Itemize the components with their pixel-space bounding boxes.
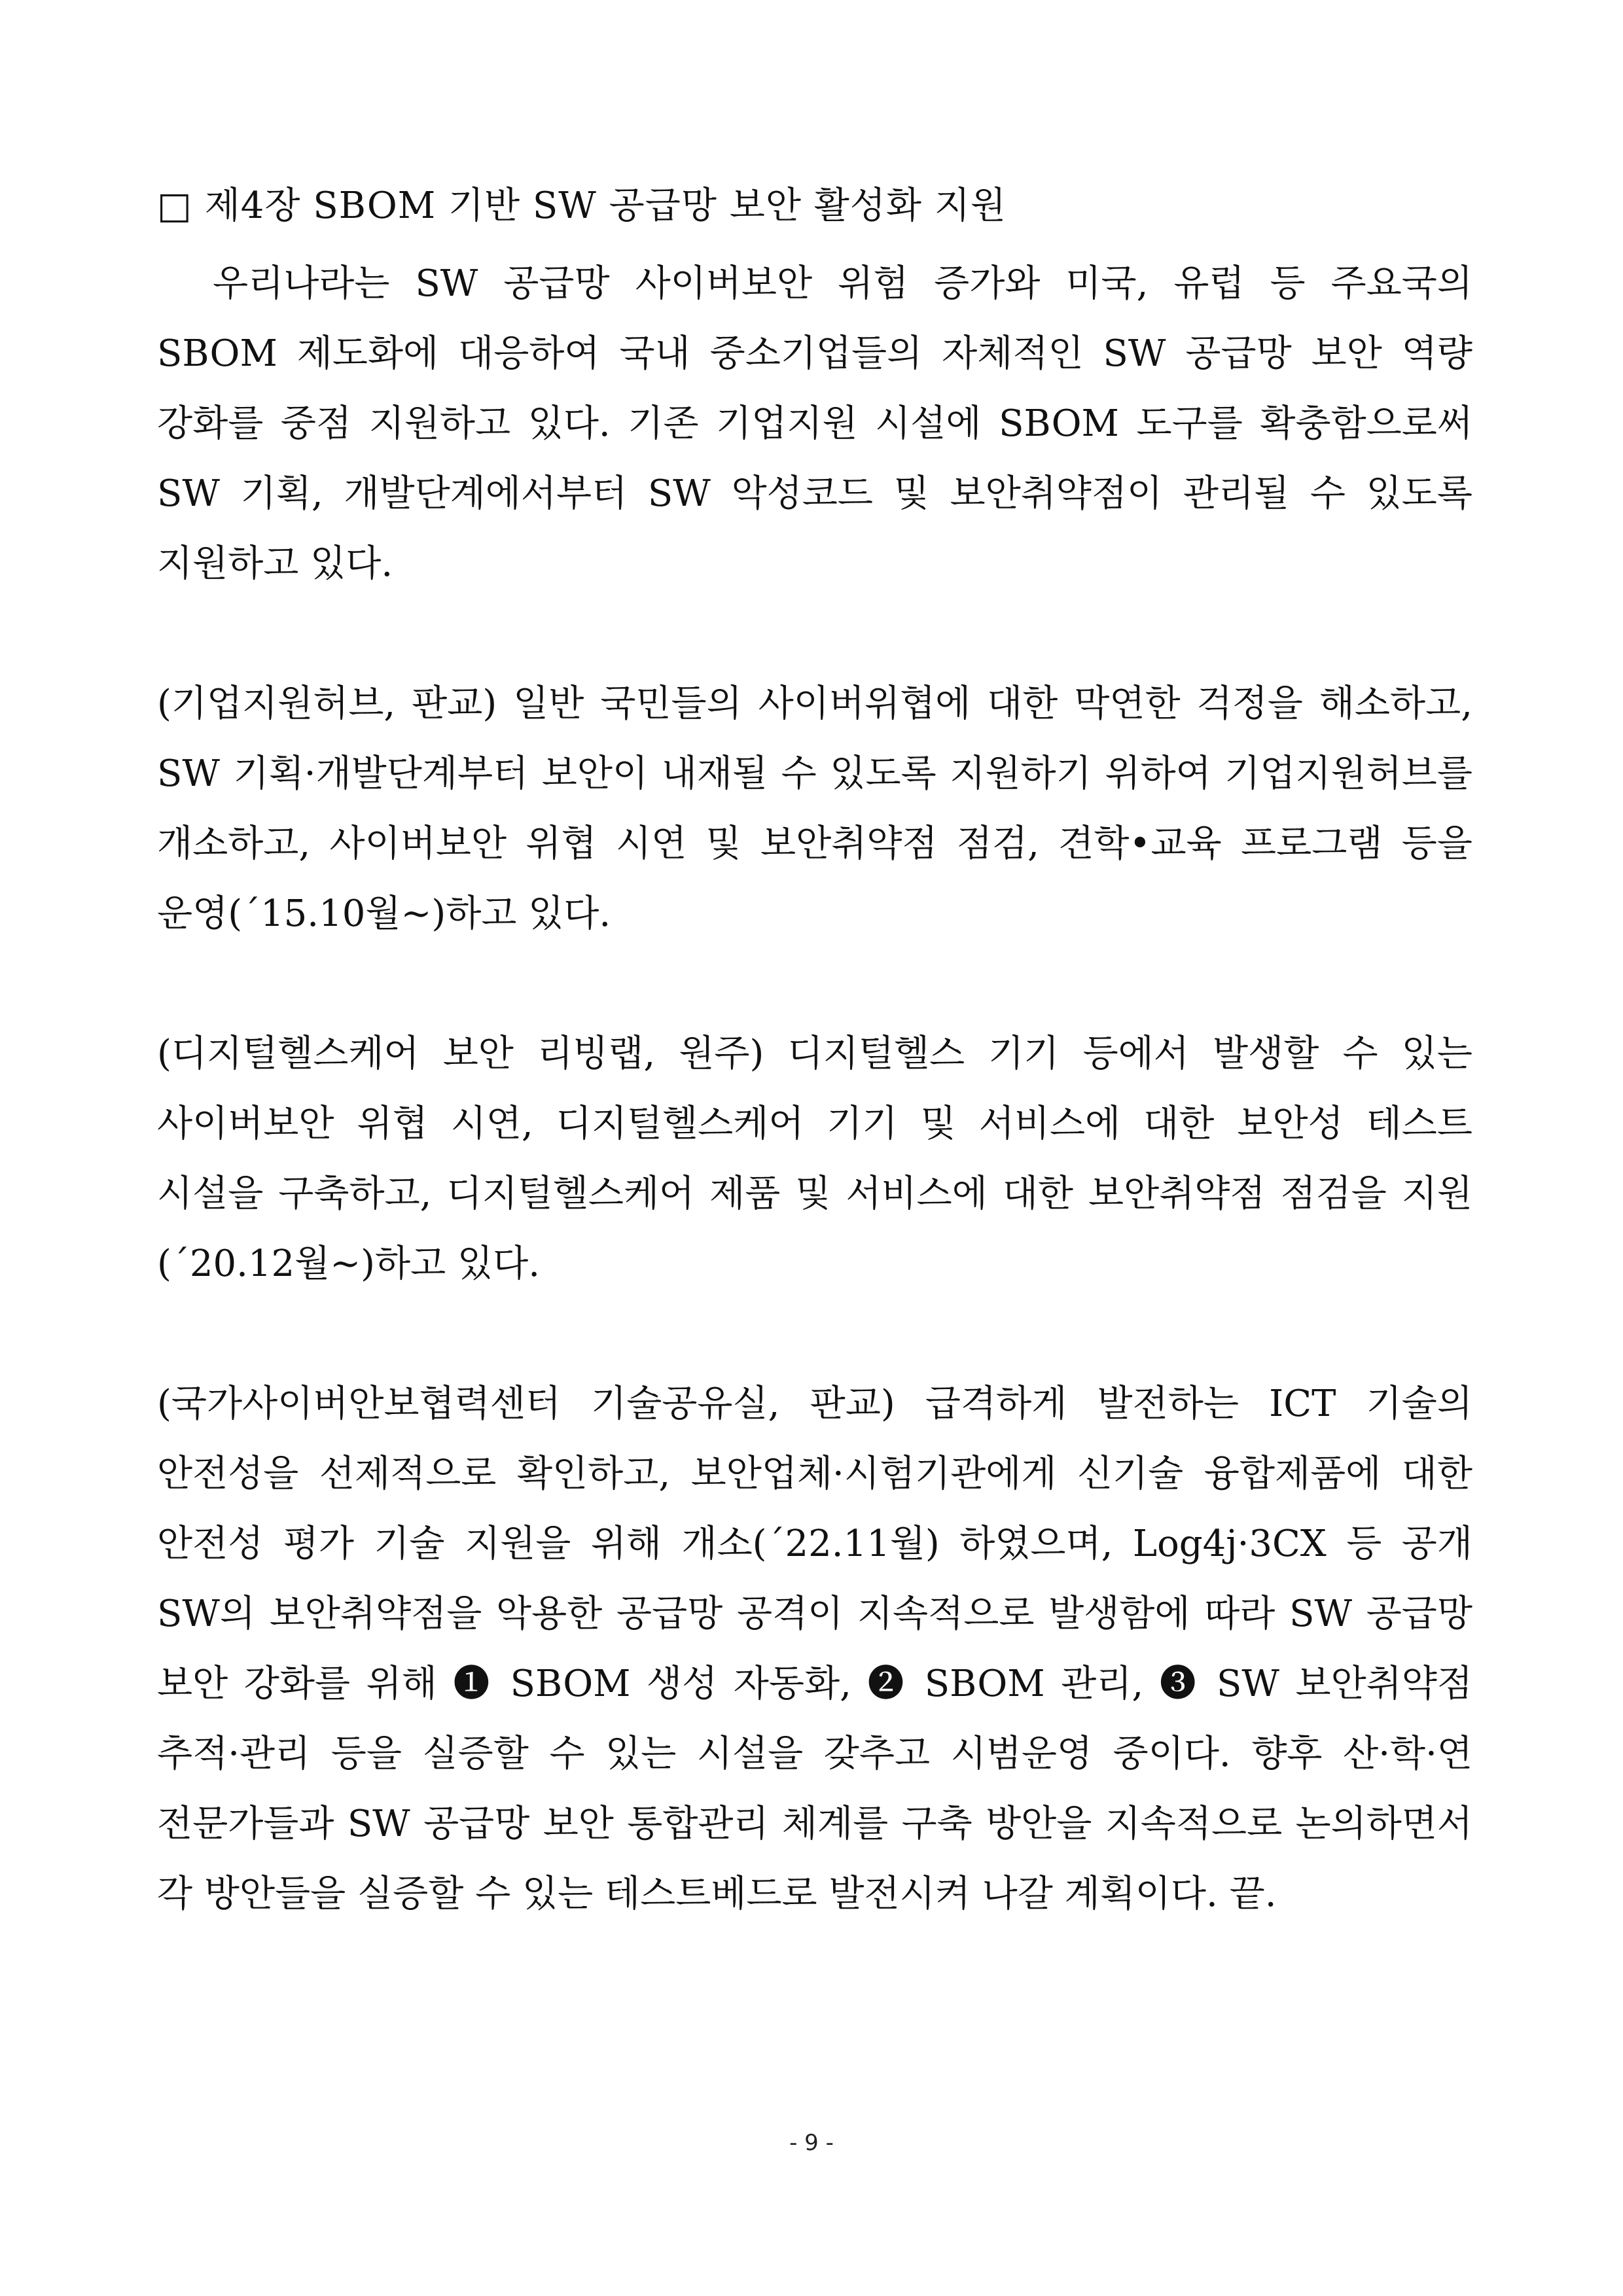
section-heading: □ 제4장 SBOM 기반 SW 공급망 보안 활성화 지원 [157, 185, 1007, 227]
page-number: - 9 - [789, 2130, 834, 2156]
paragraph-spacer [157, 599, 1472, 669]
paragraph-spacer [157, 1299, 1472, 1369]
intro-paragraph: 우리나라는 SW 공급망 사이버보안 위험 증가와 미국, 유럽 등 주요국의 SBOM 제도화에 대응하여 국내 중소기업들의 자체적인 SW 공급망 보안 역량 강화를 중점 지원하고 있다. 기존 기업지원 시설에 SBOM 도구를 확충함으로써 SW 기획, 개발단계에서부터 SW 악성코드 및 보안취약점이 관리될 수 있도록 지원하고 있다. [157, 262, 1472, 585]
paragraph-cyber-security-center: (국가사이버안보협력센터 기술공유실, 판교) 급격하게 발전하는 ICT 기술의 안전성을 선제적으로 확인하고, 보안업체·시험기관에게 신기술 융합제품에 대한 안전성 평가 기술 지원을 위해 개소(´22.11월) 하였으며, Log4j·3CX 등 공개 SW의 보안취약점을 악용한 공급망 공격이 지속적으로 발생함에 따라 SW 공급망 보안 강화를 위해 ❶ SBOM 생성 자동화, ❷ SBOM 관리, ❸ SW 보안취약점 추적·관리 등을 실증할 수 있는 시설을 갖추고 시범운영 중이다. 향후 산·학·연 전문가들과 SW 공급망 보안 통합관리 체계를 구축 방안을 지속적으로 논의하면서 각 방안들을 실증할 수 있는 테스트베드로 발전시켜 나갈 계획이다. 끝. [157, 1383, 1472, 1915]
document-body [157, 177, 1472, 1929]
paragraph-digital-healthcare-living-lab: (디지털헬스케어 보안 리빙랩, 원주) 디지털헬스 기기 등에서 발생할 수 있는 사이버보안 위협 시연, 디지털헬스케어 기기 및 서비스에 대한 보안성 테스트 시설을 구축하고, 디지털헬스케어 제품 및 서비스에 대한 보안취약점 점검을 지원(´20.12월~)하고 있다. [157, 1033, 1472, 1285]
paragraph-spacer [157, 949, 1472, 1019]
paragraph-business-support-hub: (기업지원허브, 판교) 일반 국민들의 사이버위협에 대한 막연한 걱정을 해소하고, SW 기획·개발단계부터 보안이 내재될 수 있도록 지원하기 위하여 기업지원허브를 개소하고, 사이버보안 위협 시연 및 보안취약점 점검, 견학•교육 프로그램 등을 운영(´15.10월~)하고 있다. [157, 682, 1472, 935]
